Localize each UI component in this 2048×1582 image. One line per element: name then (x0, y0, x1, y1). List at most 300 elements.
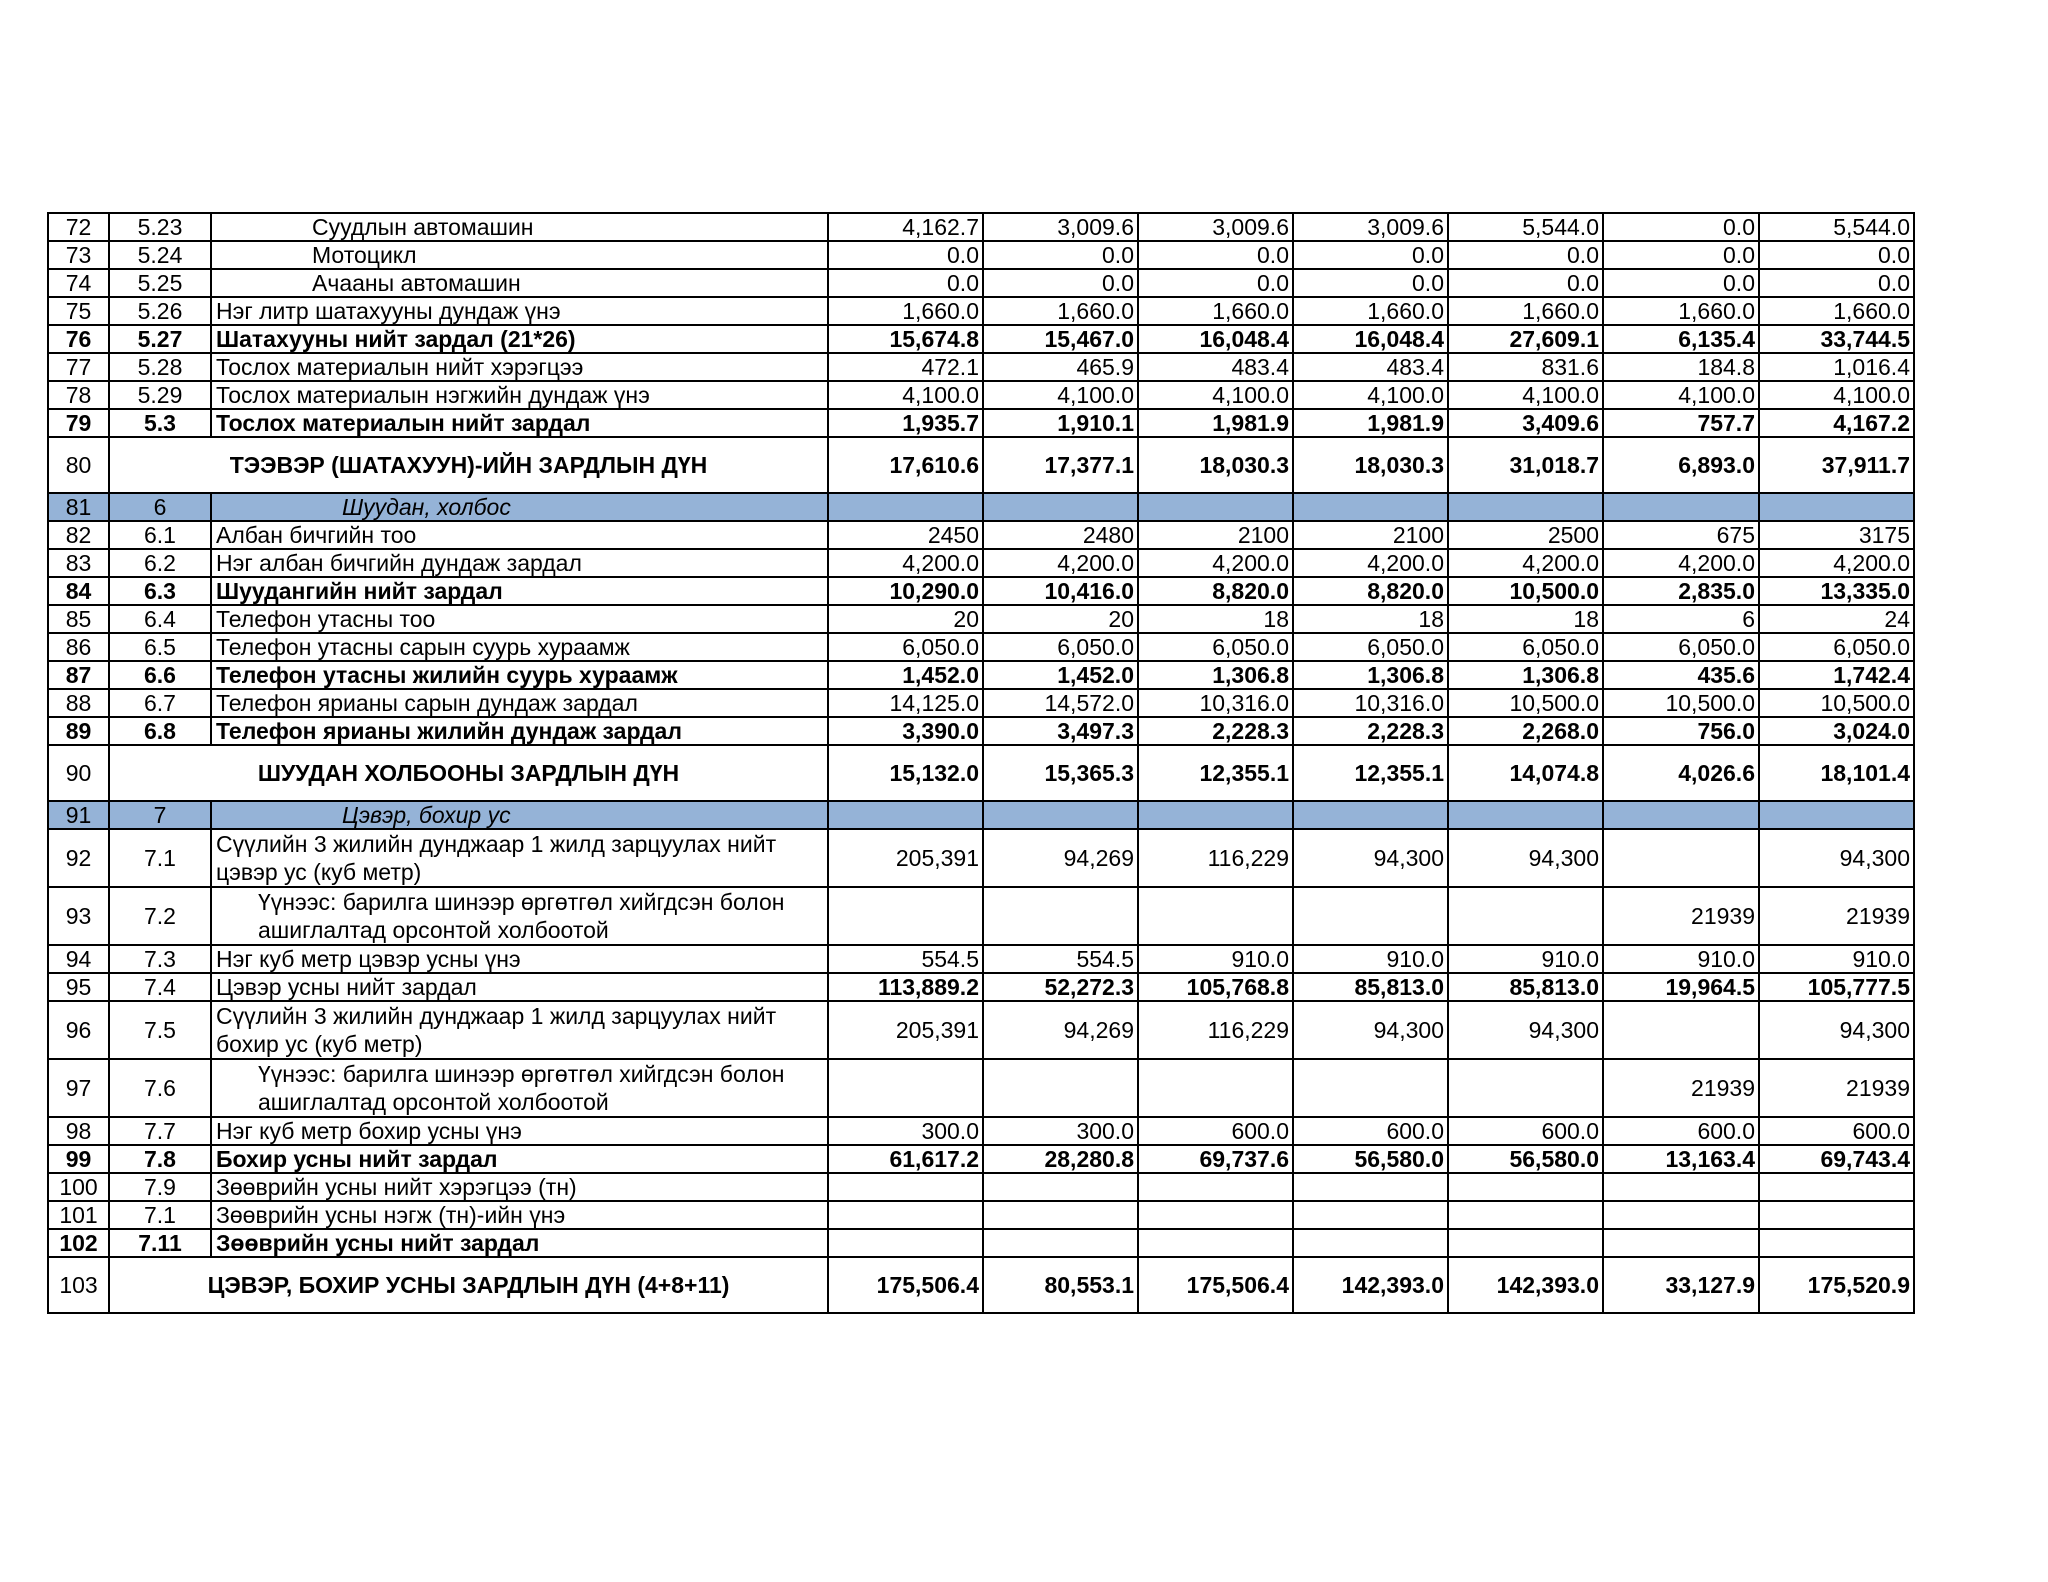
value-cell: 13,163.4 (1603, 1145, 1759, 1173)
value-cell: 4,026.6 (1603, 745, 1759, 801)
item-name-cell: Телефон утасны жилийн суурь хураамж (211, 661, 828, 689)
value-cell: 94,300 (1759, 1001, 1914, 1059)
value-cell: 14,125.0 (828, 689, 983, 717)
value-cell: 17,377.1 (983, 437, 1138, 493)
value-cell: 175,506.4 (828, 1257, 983, 1313)
value-cell: 0.0 (828, 241, 983, 269)
row-number-cell: 100 (48, 1173, 109, 1201)
value-cell: 910.0 (1603, 945, 1759, 973)
value-cell: 16,048.4 (1293, 325, 1448, 353)
value-cell: 4,100.0 (1293, 381, 1448, 409)
value-cell: 69,743.4 (1759, 1145, 1914, 1173)
value-cell (1138, 1173, 1293, 1201)
value-cell: 8,820.0 (1293, 577, 1448, 605)
value-cell: 0.0 (1138, 241, 1293, 269)
value-cell: 1,981.9 (1138, 409, 1293, 437)
value-cell: 0.0 (1603, 241, 1759, 269)
value-cell (828, 1201, 983, 1229)
item-name-cell: Телефон утасны сарын суурь хураамж (211, 633, 828, 661)
row-number-cell: 72 (48, 213, 109, 241)
value-cell: 116,229 (1138, 829, 1293, 887)
table-row (48, 605, 1914, 633)
table-row (48, 521, 1914, 549)
value-cell: 0.0 (983, 269, 1138, 297)
item-code-cell: 5.28 (109, 353, 211, 381)
value-cell (983, 493, 1138, 521)
row-number-cell: 87 (48, 661, 109, 689)
item-name-cell: Нэг куб метр бохир усны үнэ (211, 1117, 828, 1145)
value-cell: 24 (1759, 605, 1914, 633)
row-number-cell: 85 (48, 605, 109, 633)
row-number-cell: 86 (48, 633, 109, 661)
value-cell: 6,050.0 (1138, 633, 1293, 661)
value-cell: 12,355.1 (1293, 745, 1448, 801)
value-cell: 2100 (1293, 521, 1448, 549)
value-cell: 1,016.4 (1759, 353, 1914, 381)
value-cell: 18,030.3 (1293, 437, 1448, 493)
value-cell: 6 (1603, 605, 1759, 633)
value-cell: 4,100.0 (983, 381, 1138, 409)
row-number-cell: 93 (48, 887, 109, 945)
row-number-cell: 83 (48, 549, 109, 577)
item-code-cell: 5.26 (109, 297, 211, 325)
value-cell: 4,167.2 (1759, 409, 1914, 437)
value-cell (1293, 801, 1448, 829)
value-cell: 1,452.0 (828, 661, 983, 689)
value-cell (1448, 1173, 1603, 1201)
item-code-cell: 5.24 (109, 241, 211, 269)
item-code-cell: 7.7 (109, 1117, 211, 1145)
value-cell: 600.0 (1138, 1117, 1293, 1145)
table-body (48, 213, 1914, 1313)
value-cell: 0.0 (1448, 269, 1603, 297)
row-number-cell: 74 (48, 269, 109, 297)
item-name-cell: Нэг албан бичгийн дундаж зардал (211, 549, 828, 577)
row-number-cell: 78 (48, 381, 109, 409)
row-number-cell: 96 (48, 1001, 109, 1059)
value-cell: 4,100.0 (1448, 381, 1603, 409)
value-cell: 0.0 (1138, 269, 1293, 297)
item-code-cell: 7.11 (109, 1229, 211, 1257)
value-cell: 85,813.0 (1448, 973, 1603, 1001)
value-cell: 17,610.6 (828, 437, 983, 493)
value-cell: 5,544.0 (1448, 213, 1603, 241)
value-cell (983, 1229, 1138, 1257)
item-code-cell: 7.4 (109, 973, 211, 1001)
value-cell: 910.0 (1759, 945, 1914, 973)
table-row (48, 437, 1914, 493)
item-name-cell: Үүнээс: барилга шинээр өргөтгөл хийгдсэн болон ашиглалтад орсонтой холбоотой (211, 887, 828, 945)
value-cell: 2480 (983, 521, 1138, 549)
value-cell: 4,200.0 (1138, 549, 1293, 577)
value-cell: 4,100.0 (828, 381, 983, 409)
table-row (48, 661, 1914, 689)
value-cell: 0.0 (1759, 269, 1914, 297)
table-row (48, 241, 1914, 269)
item-name-cell: Тослох материалын нийт зардал (211, 409, 828, 437)
table-row (48, 353, 1914, 381)
value-cell: 94,300 (1448, 829, 1603, 887)
value-cell: 1,452.0 (983, 661, 1138, 689)
row-number-cell: 84 (48, 577, 109, 605)
value-cell: 18,101.4 (1759, 745, 1914, 801)
value-cell: 15,132.0 (828, 745, 983, 801)
value-cell: 1,981.9 (1293, 409, 1448, 437)
table-row (48, 689, 1914, 717)
table-row (48, 325, 1914, 353)
item-code-cell: 6.1 (109, 521, 211, 549)
table-row (48, 269, 1914, 297)
value-cell: 10,316.0 (1138, 689, 1293, 717)
value-cell (1293, 1059, 1448, 1117)
value-cell: 3,409.6 (1448, 409, 1603, 437)
summary-title-cell: ТЭЭВЭР (ШАТАХУУН)-ИЙН ЗАРДЛЫН ДҮН (109, 437, 828, 493)
value-cell: 1,660.0 (1448, 297, 1603, 325)
value-cell: 831.6 (1448, 353, 1603, 381)
value-cell: 184.8 (1603, 353, 1759, 381)
table-row (48, 549, 1914, 577)
row-number-cell: 80 (48, 437, 109, 493)
value-cell: 910.0 (1138, 945, 1293, 973)
value-cell: 4,200.0 (1603, 549, 1759, 577)
value-cell: 1,742.4 (1759, 661, 1914, 689)
value-cell: 3,497.3 (983, 717, 1138, 745)
value-cell: 61,617.2 (828, 1145, 983, 1173)
value-cell: 1,306.8 (1448, 661, 1603, 689)
item-code-cell: 5.3 (109, 409, 211, 437)
table-row (48, 1059, 1914, 1117)
value-cell: 2,228.3 (1138, 717, 1293, 745)
value-cell: 80,553.1 (983, 1257, 1138, 1313)
table-row (48, 1201, 1914, 1229)
value-cell: 94,269 (983, 1001, 1138, 1059)
value-cell: 85,813.0 (1293, 973, 1448, 1001)
item-name-cell: Сүүлийн 3 жилийн дунджаар 1 жилд зарцуулах нийт бохир ус (куб метр) (211, 1001, 828, 1059)
value-cell: 33,127.9 (1603, 1257, 1759, 1313)
table-row (48, 801, 1914, 829)
value-cell: 94,300 (1759, 829, 1914, 887)
row-number-cell: 97 (48, 1059, 109, 1117)
value-cell (1293, 1229, 1448, 1257)
value-cell: 472.1 (828, 353, 983, 381)
value-cell (1138, 887, 1293, 945)
item-name-cell: Зөөврийн усны нэгж (тн)-ийн үнэ (211, 1201, 828, 1229)
row-number-cell: 101 (48, 1201, 109, 1229)
value-cell: 10,500.0 (1603, 689, 1759, 717)
summary-title-cell: ШУУДАН ХОЛБООНЫ ЗАРДЛЫН ДҮН (109, 745, 828, 801)
value-cell: 3,024.0 (1759, 717, 1914, 745)
row-number-cell: 103 (48, 1257, 109, 1313)
value-cell (828, 887, 983, 945)
value-cell: 116,229 (1138, 1001, 1293, 1059)
value-cell: 3175 (1759, 521, 1914, 549)
value-cell: 554.5 (828, 945, 983, 973)
item-name-cell: Зөөврийн усны нийт зардал (211, 1229, 828, 1257)
value-cell: 0.0 (1603, 213, 1759, 241)
value-cell (1138, 1201, 1293, 1229)
value-cell (1293, 887, 1448, 945)
value-cell (1603, 1201, 1759, 1229)
value-cell: 3,009.6 (983, 213, 1138, 241)
value-cell: 10,500.0 (1448, 577, 1603, 605)
table-row (48, 1229, 1914, 1257)
value-cell: 1,935.7 (828, 409, 983, 437)
item-code-cell: 7 (109, 801, 211, 829)
value-cell (1603, 1229, 1759, 1257)
value-cell (1138, 1059, 1293, 1117)
value-cell: 52,272.3 (983, 973, 1138, 1001)
value-cell (1448, 801, 1603, 829)
value-cell: 2,268.0 (1448, 717, 1603, 745)
value-cell: 10,500.0 (1448, 689, 1603, 717)
item-name-cell: Тослох материалын нэгжийн дундаж үнэ (211, 381, 828, 409)
value-cell: 28,280.8 (983, 1145, 1138, 1173)
item-code-cell: 7.9 (109, 1173, 211, 1201)
row-number-cell: 91 (48, 801, 109, 829)
value-cell: 4,200.0 (1759, 549, 1914, 577)
item-code-cell: 6 (109, 493, 211, 521)
row-number-cell: 76 (48, 325, 109, 353)
table-row (48, 1117, 1914, 1145)
value-cell: 910.0 (1448, 945, 1603, 973)
value-cell: 18,030.3 (1138, 437, 1293, 493)
value-cell: 20 (828, 605, 983, 633)
value-cell: 6,050.0 (1293, 633, 1448, 661)
value-cell: 600.0 (1293, 1117, 1448, 1145)
value-cell: 2,228.3 (1293, 717, 1448, 745)
value-cell: 0.0 (1759, 241, 1914, 269)
row-number-cell: 95 (48, 973, 109, 1001)
item-code-cell: 5.23 (109, 213, 211, 241)
value-cell (1603, 1173, 1759, 1201)
value-cell: 18 (1138, 605, 1293, 633)
table-row (48, 945, 1914, 973)
table-row (48, 717, 1914, 745)
table-row (48, 213, 1914, 241)
value-cell: 1,306.8 (1293, 661, 1448, 689)
value-cell (983, 801, 1138, 829)
item-name-cell: Суудлын автомашин (211, 213, 828, 241)
item-code-cell: 7.5 (109, 1001, 211, 1059)
item-name-cell: Цэвэр, бохир ус (211, 801, 828, 829)
value-cell: 600.0 (1603, 1117, 1759, 1145)
value-cell: 1,660.0 (1293, 297, 1448, 325)
value-cell: 465.9 (983, 353, 1138, 381)
value-cell (1448, 887, 1603, 945)
summary-title-cell: ЦЭВЭР, БОХИР УСНЫ ЗАРДЛЫН ДҮН (4+8+11) (109, 1257, 828, 1313)
item-code-cell: 6.6 (109, 661, 211, 689)
value-cell (1759, 1173, 1914, 1201)
value-cell: 1,660.0 (828, 297, 983, 325)
value-cell: 4,200.0 (1293, 549, 1448, 577)
value-cell: 6,135.4 (1603, 325, 1759, 353)
value-cell: 16,048.4 (1138, 325, 1293, 353)
value-cell: 105,768.8 (1138, 973, 1293, 1001)
item-name-cell: Телефон утасны тоо (211, 605, 828, 633)
item-code-cell: 7.1 (109, 1201, 211, 1229)
value-cell: 15,467.0 (983, 325, 1138, 353)
value-cell: 6,050.0 (983, 633, 1138, 661)
value-cell: 4,200.0 (1448, 549, 1603, 577)
item-name-cell: Албан бичгийн тоо (211, 521, 828, 549)
item-code-cell: 5.29 (109, 381, 211, 409)
item-code-cell: 6.2 (109, 549, 211, 577)
row-number-cell: 98 (48, 1117, 109, 1145)
row-number-cell: 75 (48, 297, 109, 325)
value-cell: 15,674.8 (828, 325, 983, 353)
table-row (48, 409, 1914, 437)
value-cell (1448, 1201, 1603, 1229)
value-cell: 27,609.1 (1448, 325, 1603, 353)
value-cell (1138, 493, 1293, 521)
item-code-cell: 6.8 (109, 717, 211, 745)
value-cell: 205,391 (828, 829, 983, 887)
value-cell (828, 1173, 983, 1201)
value-cell: 56,580.0 (1448, 1145, 1603, 1173)
table-row (48, 633, 1914, 661)
value-cell: 6,893.0 (1603, 437, 1759, 493)
value-cell: 0.0 (1293, 241, 1448, 269)
table-row (48, 297, 1914, 325)
row-number-cell: 82 (48, 521, 109, 549)
table-row (48, 1001, 1914, 1059)
value-cell (1138, 1229, 1293, 1257)
value-cell: 175,506.4 (1138, 1257, 1293, 1313)
value-cell: 483.4 (1138, 353, 1293, 381)
value-cell: 483.4 (1293, 353, 1448, 381)
value-cell: 3,009.6 (1293, 213, 1448, 241)
item-name-cell: Шуудангийн нийт зардал (211, 577, 828, 605)
row-number-cell: 79 (48, 409, 109, 437)
row-number-cell: 94 (48, 945, 109, 973)
value-cell: 600.0 (1759, 1117, 1914, 1145)
value-cell: 69,737.6 (1138, 1145, 1293, 1173)
value-cell (983, 1059, 1138, 1117)
value-cell: 105,777.5 (1759, 973, 1914, 1001)
value-cell: 0.0 (1603, 269, 1759, 297)
value-cell (828, 493, 983, 521)
value-cell: 0.0 (828, 269, 983, 297)
value-cell (1603, 829, 1759, 887)
value-cell (1293, 1201, 1448, 1229)
value-cell: 554.5 (983, 945, 1138, 973)
value-cell: 6,050.0 (828, 633, 983, 661)
value-cell: 6,050.0 (1448, 633, 1603, 661)
row-number-cell: 89 (48, 717, 109, 745)
value-cell: 756.0 (1603, 717, 1759, 745)
item-name-cell: Нэг литр шатахууны дундаж үнэ (211, 297, 828, 325)
value-cell: 757.7 (1603, 409, 1759, 437)
value-cell: 1,306.8 (1138, 661, 1293, 689)
item-code-cell: 6.5 (109, 633, 211, 661)
value-cell: 94,300 (1448, 1001, 1603, 1059)
table-row (48, 973, 1914, 1001)
value-cell: 4,162.7 (828, 213, 983, 241)
value-cell: 5,544.0 (1759, 213, 1914, 241)
item-code-cell: 7.2 (109, 887, 211, 945)
value-cell: 910.0 (1293, 945, 1448, 973)
table-row (48, 887, 1914, 945)
row-number-cell: 102 (48, 1229, 109, 1257)
value-cell: 19,964.5 (1603, 973, 1759, 1001)
value-cell: 8,820.0 (1138, 577, 1293, 605)
item-code-cell: 6.7 (109, 689, 211, 717)
value-cell: 2,835.0 (1603, 577, 1759, 605)
value-cell (1138, 801, 1293, 829)
item-name-cell: Тослох материалын нийт хэрэгцээ (211, 353, 828, 381)
value-cell: 300.0 (983, 1117, 1138, 1145)
value-cell: 18 (1448, 605, 1603, 633)
value-cell (1448, 1229, 1603, 1257)
value-cell (1293, 1173, 1448, 1201)
value-cell: 21939 (1759, 1059, 1914, 1117)
value-cell: 12,355.1 (1138, 745, 1293, 801)
table-row (48, 577, 1914, 605)
value-cell: 1,910.1 (983, 409, 1138, 437)
item-code-cell: 7.1 (109, 829, 211, 887)
value-cell: 2100 (1138, 521, 1293, 549)
value-cell: 300.0 (828, 1117, 983, 1145)
value-cell: 0.0 (1448, 241, 1603, 269)
item-name-cell: Зөөврийн усны нийт хэрэгцээ (тн) (211, 1173, 828, 1201)
value-cell: 2500 (1448, 521, 1603, 549)
value-cell: 4,100.0 (1759, 381, 1914, 409)
value-cell: 4,100.0 (1138, 381, 1293, 409)
value-cell: 3,390.0 (828, 717, 983, 745)
value-cell: 205,391 (828, 1001, 983, 1059)
item-code-cell: 6.4 (109, 605, 211, 633)
value-cell (1603, 493, 1759, 521)
value-cell: 6,050.0 (1759, 633, 1914, 661)
value-cell: 2450 (828, 521, 983, 549)
value-cell (983, 887, 1138, 945)
value-cell: 6,050.0 (1603, 633, 1759, 661)
value-cell (1448, 1059, 1603, 1117)
value-cell (1448, 493, 1603, 521)
row-number-cell: 77 (48, 353, 109, 381)
value-cell: 1,660.0 (1603, 297, 1759, 325)
value-cell: 33,744.5 (1759, 325, 1914, 353)
table-row (48, 1173, 1914, 1201)
budget-table (47, 212, 1915, 1314)
value-cell (828, 1059, 983, 1117)
item-code-cell: 7.6 (109, 1059, 211, 1117)
value-cell: 21939 (1759, 887, 1914, 945)
value-cell: 0.0 (983, 241, 1138, 269)
value-cell: 1,660.0 (1759, 297, 1914, 325)
value-cell (1293, 493, 1448, 521)
value-cell: 14,074.8 (1448, 745, 1603, 801)
table-row (48, 829, 1914, 887)
value-cell: 14,572.0 (983, 689, 1138, 717)
row-number-cell: 81 (48, 493, 109, 521)
item-name-cell: Шуудан, холбос (211, 493, 828, 521)
item-code-cell: 7.3 (109, 945, 211, 973)
value-cell (1759, 1201, 1914, 1229)
value-cell: 21939 (1603, 887, 1759, 945)
item-name-cell: Нэг куб метр цэвэр усны үнэ (211, 945, 828, 973)
value-cell: 15,365.3 (983, 745, 1138, 801)
value-cell: 21939 (1603, 1059, 1759, 1117)
table-row (48, 1257, 1914, 1313)
value-cell: 4,100.0 (1603, 381, 1759, 409)
item-name-cell: Шатахууны нийт зардал (21*26) (211, 325, 828, 353)
row-number-cell: 92 (48, 829, 109, 887)
row-number-cell: 99 (48, 1145, 109, 1173)
row-number-cell: 88 (48, 689, 109, 717)
value-cell: 31,018.7 (1448, 437, 1603, 493)
value-cell: 142,393.0 (1293, 1257, 1448, 1313)
